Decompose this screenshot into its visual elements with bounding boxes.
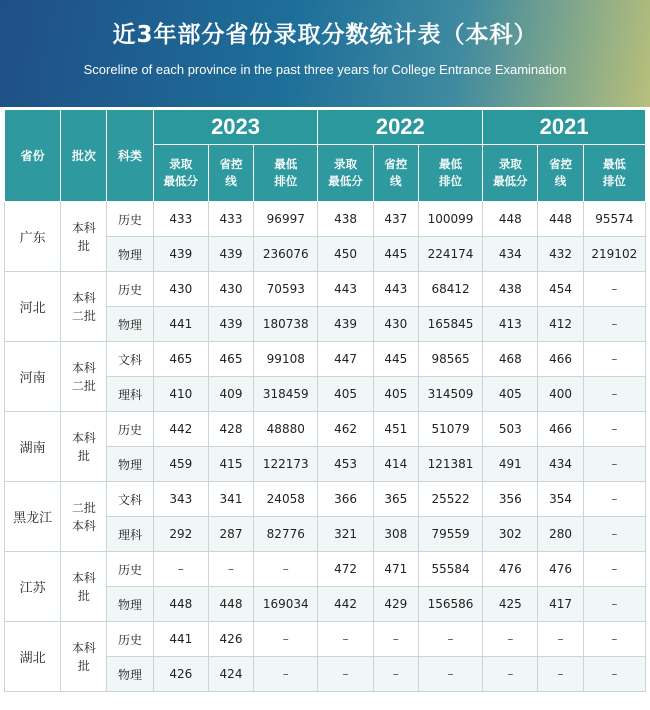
table-row <box>5 412 646 447</box>
score-cell: 439 <box>153 237 208 272</box>
score-cell: 100099 <box>418 202 482 237</box>
province-cell: 河北 <box>5 272 61 342</box>
score-cell: – <box>583 272 645 307</box>
score-cell: – <box>583 657 645 692</box>
score-cell: 443 <box>318 272 373 307</box>
score-cell: 55584 <box>418 552 482 587</box>
score-cell: 428 <box>208 412 253 447</box>
score-cell: 413 <box>483 307 538 342</box>
subject-cell: 历史 <box>107 272 153 307</box>
score-cell: – <box>254 552 318 587</box>
score-cell: 165845 <box>418 307 482 342</box>
score-cell: 454 <box>538 272 583 307</box>
score-cell: 465 <box>153 342 208 377</box>
subject-cell: 物理 <box>107 657 153 692</box>
score-cell: 434 <box>483 237 538 272</box>
sub-header-2022-1: 省控 线 <box>373 145 418 202</box>
sub-header-2023-2: 最低 排位 <box>254 145 318 202</box>
score-cell: – <box>153 552 208 587</box>
header-subject: 科类 <box>107 110 153 202</box>
score-cell: 156586 <box>418 587 482 622</box>
score-cell: 462 <box>318 412 373 447</box>
batch-cell: 二批 本科 <box>61 482 107 552</box>
score-cell: 439 <box>318 307 373 342</box>
score-cell: 95574 <box>583 202 645 237</box>
score-cell: 318459 <box>254 377 318 412</box>
score-cell: – <box>483 622 538 657</box>
score-cell: – <box>318 657 373 692</box>
header-year-2021: 2021 <box>483 110 646 145</box>
table-row <box>5 482 646 517</box>
score-cell: 414 <box>373 447 418 482</box>
score-cell: 424 <box>208 657 253 692</box>
subject-cell: 历史 <box>107 412 153 447</box>
score-cell: 438 <box>483 272 538 307</box>
score-cell: 180738 <box>254 307 318 342</box>
score-cell: – <box>254 657 318 692</box>
score-cell: 400 <box>538 377 583 412</box>
score-cell: 432 <box>538 237 583 272</box>
sub-header-2023-1: 省控 线 <box>208 145 253 202</box>
subject-cell: 历史 <box>107 202 153 237</box>
score-cell: 302 <box>483 517 538 552</box>
score-cell: 412 <box>538 307 583 342</box>
score-cell: 465 <box>208 342 253 377</box>
header-batch: 批次 <box>61 110 107 202</box>
score-cell: 70593 <box>254 272 318 307</box>
score-cell: 415 <box>208 447 253 482</box>
score-cell: – <box>373 622 418 657</box>
subject-cell: 理科 <box>107 517 153 552</box>
batch-cell: 本科 批 <box>61 202 107 272</box>
province-cell: 湖北 <box>5 622 61 692</box>
score-cell: 450 <box>318 237 373 272</box>
score-cell: 443 <box>373 272 418 307</box>
score-cell: 472 <box>318 552 373 587</box>
score-cell: 366 <box>318 482 373 517</box>
sub-header-2022-0: 录取 最低分 <box>318 145 373 202</box>
score-cell: 476 <box>483 552 538 587</box>
score-cell: 24058 <box>254 482 318 517</box>
score-cell: 453 <box>318 447 373 482</box>
score-cell: 433 <box>153 202 208 237</box>
score-cell: 439 <box>208 307 253 342</box>
score-cell: 280 <box>538 517 583 552</box>
score-cell: 448 <box>153 587 208 622</box>
subject-cell: 历史 <box>107 622 153 657</box>
score-cell: – <box>583 552 645 587</box>
score-cell: 439 <box>208 237 253 272</box>
batch-cell: 本科 批 <box>61 412 107 482</box>
score-cell: 354 <box>538 482 583 517</box>
table-body <box>5 202 646 692</box>
subject-cell: 物理 <box>107 447 153 482</box>
year-header-row <box>5 110 646 145</box>
score-cell: 429 <box>373 587 418 622</box>
table-row <box>5 622 646 657</box>
province-cell: 黑龙江 <box>5 482 61 552</box>
score-cell: 441 <box>153 622 208 657</box>
score-cell: 321 <box>318 517 373 552</box>
score-cell: – <box>483 657 538 692</box>
score-cell: – <box>583 447 645 482</box>
score-cell: – <box>254 622 318 657</box>
sub-header-2021-2: 最低 排位 <box>583 145 645 202</box>
score-cell: – <box>538 622 583 657</box>
score-cell: 219102 <box>583 237 645 272</box>
score-cell: 451 <box>373 412 418 447</box>
score-cell: 405 <box>373 377 418 412</box>
score-cell: 308 <box>373 517 418 552</box>
score-cell: 430 <box>153 272 208 307</box>
score-cell: – <box>583 377 645 412</box>
score-cell: 98565 <box>418 342 482 377</box>
score-cell: – <box>373 657 418 692</box>
score-cell: 441 <box>153 307 208 342</box>
score-cell: 292 <box>153 517 208 552</box>
sub-header-2021-1: 省控 线 <box>538 145 583 202</box>
score-cell: 442 <box>318 587 373 622</box>
batch-cell: 本科 二批 <box>61 342 107 412</box>
score-cell: 287 <box>208 517 253 552</box>
batch-cell: 本科 批 <box>61 552 107 622</box>
score-cell: 426 <box>208 622 253 657</box>
score-cell: 409 <box>208 377 253 412</box>
table-row <box>5 552 646 587</box>
score-cell: – <box>583 587 645 622</box>
table-row <box>5 342 646 377</box>
score-cell: 448 <box>538 202 583 237</box>
score-cell: 433 <box>208 202 253 237</box>
score-cell: 417 <box>538 587 583 622</box>
score-cell: 468 <box>483 342 538 377</box>
score-cell: 438 <box>318 202 373 237</box>
score-cell: 476 <box>538 552 583 587</box>
subject-cell: 物理 <box>107 237 153 272</box>
score-cell: 448 <box>483 202 538 237</box>
score-cell: – <box>418 622 482 657</box>
score-cell: 122173 <box>254 447 318 482</box>
score-cell: 442 <box>153 412 208 447</box>
score-cell: 466 <box>538 412 583 447</box>
header-year-2023: 2023 <box>153 110 318 145</box>
score-cell: 96997 <box>254 202 318 237</box>
province-cell: 河南 <box>5 342 61 412</box>
header-year-2022: 2022 <box>318 110 483 145</box>
score-cell: – <box>583 482 645 517</box>
score-cell: 430 <box>208 272 253 307</box>
subject-cell: 文科 <box>107 342 153 377</box>
score-cell: 82776 <box>254 517 318 552</box>
score-cell: 314509 <box>418 377 482 412</box>
subject-cell: 文科 <box>107 482 153 517</box>
score-cell: 466 <box>538 342 583 377</box>
score-cell: 236076 <box>254 237 318 272</box>
table-row <box>5 272 646 307</box>
score-cell: 410 <box>153 377 208 412</box>
subject-cell: 历史 <box>107 552 153 587</box>
subject-cell: 物理 <box>107 307 153 342</box>
score-cell: 68412 <box>418 272 482 307</box>
page-subtitle: Scoreline of each province in the past three years for College Entrance Examination <box>83 62 567 77</box>
subject-cell: 物理 <box>107 587 153 622</box>
score-cell: 356 <box>483 482 538 517</box>
score-cell: 437 <box>373 202 418 237</box>
score-table <box>4 109 646 692</box>
score-cell: – <box>418 657 482 692</box>
province-cell: 江苏 <box>5 552 61 622</box>
score-cell: – <box>318 622 373 657</box>
header-province: 省份 <box>5 110 61 202</box>
subject-cell: 理科 <box>107 377 153 412</box>
score-cell: 459 <box>153 447 208 482</box>
score-cell: 426 <box>153 657 208 692</box>
score-cell: 445 <box>373 237 418 272</box>
score-cell: 79559 <box>418 517 482 552</box>
score-cell: 343 <box>153 482 208 517</box>
score-cell: 99108 <box>254 342 318 377</box>
score-cell: 224174 <box>418 237 482 272</box>
score-cell: 471 <box>373 552 418 587</box>
score-cell: 448 <box>208 587 253 622</box>
page-title: 近3年部分省份录取分数统计表（本科） <box>112 22 538 48</box>
score-cell: – <box>583 342 645 377</box>
score-cell: 430 <box>373 307 418 342</box>
table-row <box>5 202 646 237</box>
batch-cell: 本科 批 <box>61 622 107 692</box>
score-cell: – <box>208 552 253 587</box>
header-banner <box>0 0 650 107</box>
score-cell: 341 <box>208 482 253 517</box>
score-cell: 48880 <box>254 412 318 447</box>
score-cell: 405 <box>483 377 538 412</box>
score-cell: – <box>583 622 645 657</box>
score-cell: 365 <box>373 482 418 517</box>
sub-header-2021-0: 录取 最低分 <box>483 145 538 202</box>
province-cell: 湖南 <box>5 412 61 482</box>
score-cell: 425 <box>483 587 538 622</box>
score-cell: 447 <box>318 342 373 377</box>
score-cell: 169034 <box>254 587 318 622</box>
sub-header-2023-0: 录取 最低分 <box>153 145 208 202</box>
score-cell: – <box>538 657 583 692</box>
score-cell: 434 <box>538 447 583 482</box>
score-cell: – <box>583 412 645 447</box>
score-cell: 121381 <box>418 447 482 482</box>
batch-cell: 本科 二批 <box>61 272 107 342</box>
score-cell: 51079 <box>418 412 482 447</box>
score-cell: 503 <box>483 412 538 447</box>
sub-header-2022-2: 最低 排位 <box>418 145 482 202</box>
score-cell: 445 <box>373 342 418 377</box>
score-cell: – <box>583 517 645 552</box>
province-cell: 广东 <box>5 202 61 272</box>
score-cell: 25522 <box>418 482 482 517</box>
score-cell: 491 <box>483 447 538 482</box>
score-cell: 405 <box>318 377 373 412</box>
score-cell: – <box>583 307 645 342</box>
